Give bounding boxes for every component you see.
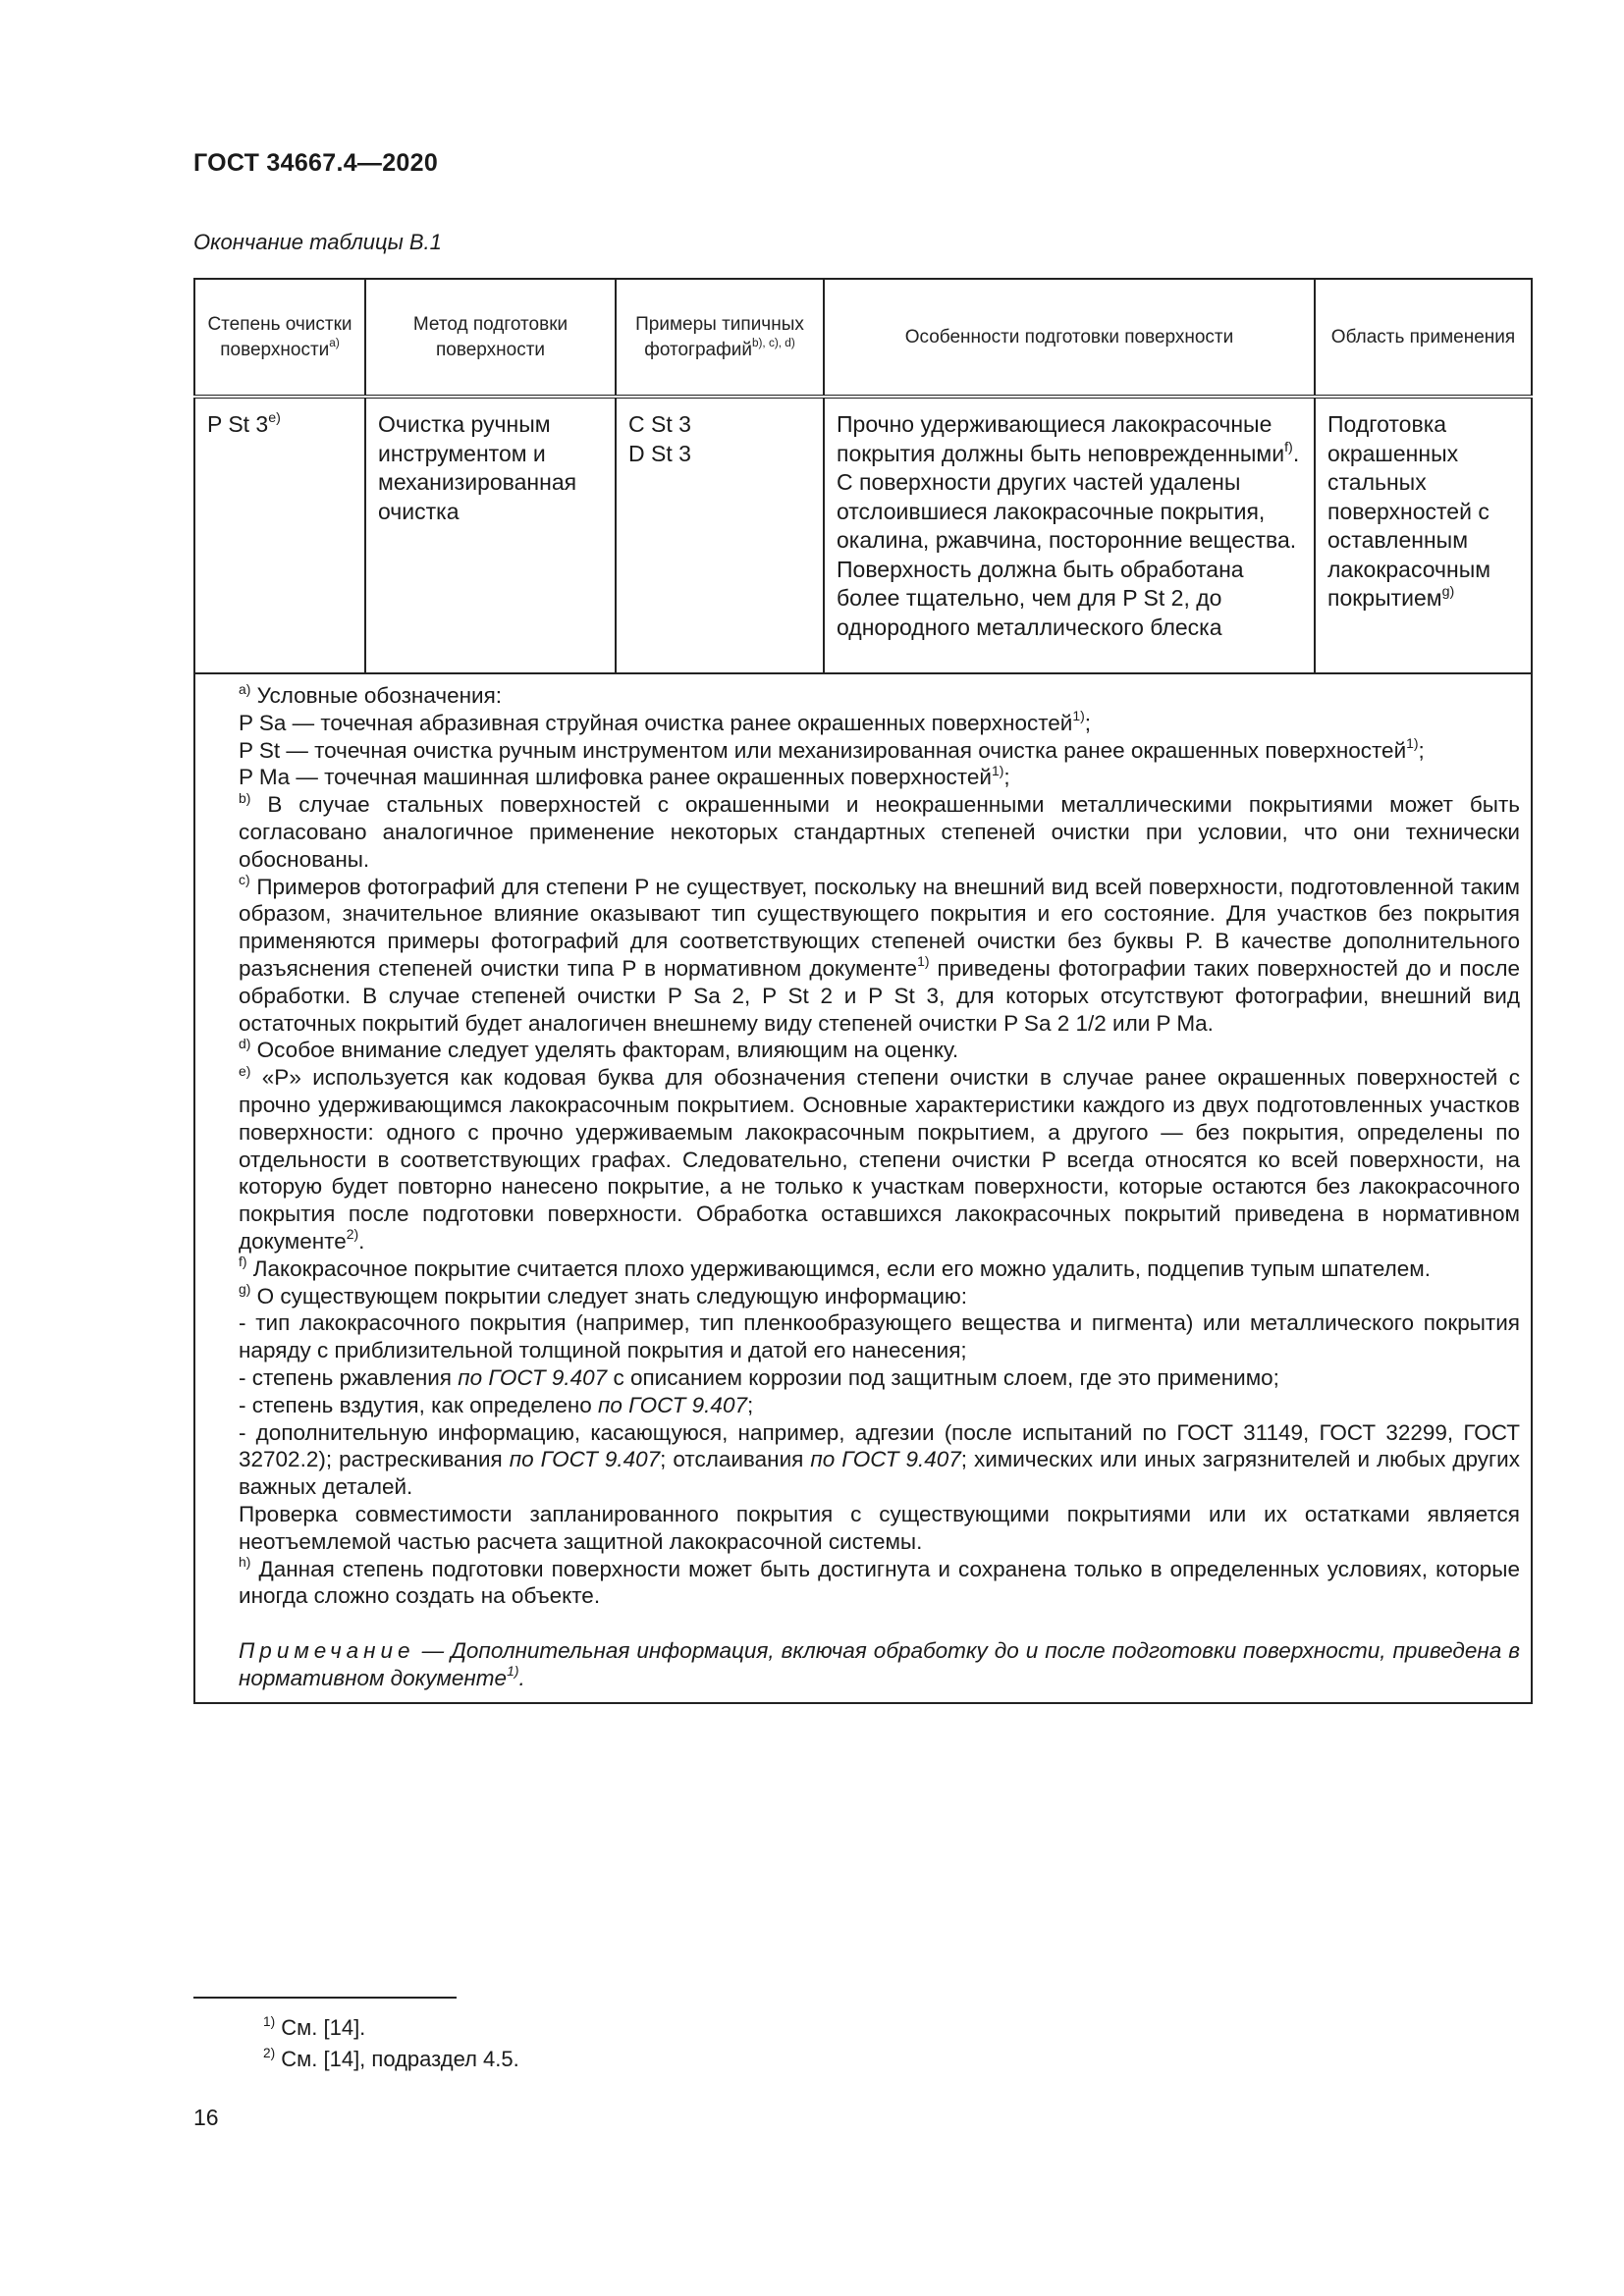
table-caption: Окончание таблицы В.1 <box>193 230 442 254</box>
note-g-item3: - степень вздутия, как определено по ГОСТ 9.407; <box>239 1392 754 1417</box>
note-g-item4: - дополнительную информацию, касающуюся, например, адгезии (после испытаний по ГОСТ 31149, ГОСТ 32299, ГОСТ 32702.2); растрескивания по ГОСТ 9.407; отслаивания по ГОСТ 9.407; химических или иных загрязнителей и любых других важных деталей. <box>239 1419 1520 1500</box>
cell-photos: C St 3 D St 3 <box>616 397 824 673</box>
note-a: $^{а)}$ Условные обозначения: <box>239 680 503 708</box>
note-h: $^{h)}$ Данная степень подготовки поверхности может быть достигнута и сохранена только в определенных условиях, которые иногда сложно создать на объекте. <box>239 1554 1520 1609</box>
note-f: $^{f)}$ Лакокрасочное покрытие считается плохо удерживающимся, если его можно удалить, подцепив тупым шпателем. <box>239 1254 1431 1281</box>
header-photos: Примеры типичных фотографий$^{b), c), d)}$ <box>616 279 824 397</box>
cell-grade: P St 3$^{e)}$ <box>194 397 365 673</box>
note-g: $^{g)}$ О существующем покрытии следует знать следующую информацию: <box>239 1281 968 1308</box>
note-g-item1: - тип лакокрасочного покрытия (например, тип пленкообразующего вещества и пигмента) или металлического покрытия наряду с приблизительной толщиной покрытия и датой его нанесения; <box>239 1310 1520 1363</box>
cell-method: Очистка ручным инструментом и механизированная очистка <box>365 397 616 673</box>
note-a-st: P St — точечная очистка ручным инструментом или механизированная очистка ранее окрашенных поверхностей$^{1)}$; <box>239 735 1425 763</box>
cell-features: Прочно удерживающиеся лакокрасочные покрытия должны быть неповрежденными$^{f)}$. С поверхности других частей удалены отслоившиеся лакокрасочные покрытия, окалина, ржавчина, посторонние вещества. Поверхность должна быть обработана более тщательно, чем для P St 2, до однородного металлического блеска <box>824 397 1315 673</box>
note-e: $^{e)}$ «P» используется как кодовая буква для обозначения степени очистки в случае ранее окрашенных поверхностей с прочно удерживающимся лакокрасочным покрытием. Основные характеристики каждого из двух подготовленных участков поверхности: одного с прочно удерживаемым лакокрасочным покрытием, а другого — без покрытия, определены по отдельности в соответствующих графах. Следовательно, степени очистки P всегда относятся ко всей поверхности, на которую будет повторно нанесено покрытие, а не только к участкам поверхности, которые остаются без лакокрасочного покрытия после подготовки поверхности. Обработка оставшихся лакокрасочных покрытий приведена в нормативном документе$^{2)}$. <box>239 1062 1520 1254</box>
note-c: $^{c)}$ Примеров фотографий для степени P не существует, поскольку на внешний вид всей поверхности, подготовленной таким образом, значительное влияние оказывают тип существующего покрытия и его состояние. Для участков без покрытия применяются примеры фотографий для соответствующих степеней очистки без буквы P. В качестве дополнительного разъяснения степеней очистки типа P в нормативном документе$^{1)}$ приведены фотографии таких поверхностей до и после обработки. В случае степеней очистки P Sa 2, P St 2 и P St 3, для которых отсутствуют фотографии, внешний вид остаточных покрытий будет аналогичен внешнему виду степеней очистки P Sa 2 1/2 или P Ma. <box>239 872 1520 1036</box>
footnotes <box>263 2012 519 2075</box>
document-header: ГОСТ 34667.4—2020 <box>193 149 439 177</box>
footnote-1: $^{1)}$ См. [14]. <box>263 2013 366 2040</box>
notes-row <box>194 673 1532 1703</box>
header-method: Метод подготовки поверхности <box>365 279 616 397</box>
note-g-check: Проверка совместимости запланированного покрытия с существующими покрытиями или их остатками является неотъемлемой частью расчета защитной лакокрасочной системы. <box>239 1501 1520 1554</box>
note-a-ma: P Ma — точечная машинная шлифовка ранее окрашенных поверхностей$^{1)}$; <box>239 762 1010 790</box>
cell-application: Подготовка окрашенных стальных поверхностей с оставленным лакокрасочным покрытием$^{g)}$ <box>1315 397 1532 673</box>
table-notes <box>194 673 1532 1703</box>
footnote-divider <box>193 1997 457 1999</box>
note-d: $^{d)}$ Особое внимание следует уделять факторам, влияющим на оценку. <box>239 1035 959 1063</box>
header-application: Область применения <box>1315 279 1532 397</box>
note-g-item2: - степень ржавления по ГОСТ 9.407 с описанием коррозии под защитным слоем, где это применимо; <box>239 1364 1279 1390</box>
header-features: Особенности подготовки поверхности <box>824 279 1315 397</box>
page-number: 16 <box>193 2105 219 2130</box>
main-table <box>193 278 1533 1704</box>
header-grade: Степень очистки поверхности$^{а)}$ <box>194 279 365 397</box>
note-a-sa: P Sa — точечная абразивная струйная очистка ранее окрашенных поверхностей$^{1)}$; <box>239 708 1092 735</box>
footnote-2: $^{2)}$ См. [14], подраздел 4.5. <box>263 2045 519 2071</box>
table-header-row <box>194 279 1532 397</box>
note-b: $^{b)}$ В случае стальных поверхностей с окрашенными и неокрашенными металлическими покрытиями может быть согласовано аналогичное применение некоторых стандартных степеней очистки при условии, что они технически обоснованы. <box>239 789 1520 872</box>
note-remark: Примечание — Дополнительная информация, включая обработку до и после подготовки поверхности, приведена в нормативном документе$^{1)}$. <box>239 1638 1520 1690</box>
table-row <box>194 397 1532 673</box>
